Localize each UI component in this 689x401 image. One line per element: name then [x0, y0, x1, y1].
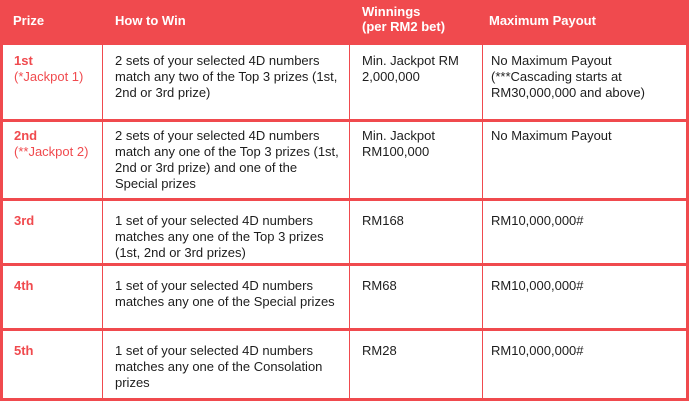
prize-cell — [3, 201, 103, 263]
winnings-cell: RM28 — [350, 331, 483, 398]
prize-cell — [3, 331, 103, 398]
max-payout-cell: RM10,000,000# — [483, 331, 686, 398]
max-payout-cell: RM10,000,000# — [483, 201, 686, 263]
prize-cell — [3, 266, 103, 328]
winnings-cell: RM68 — [350, 266, 483, 328]
max-payout-cell: No Maximum Payout (***Cascading starts at RM30,000,000 and above) — [483, 45, 686, 119]
how-to-win-cell: 2 sets of your selected 4D numbers match any one of the Top 3 prizes (1st, 2nd or 3rd prize) and one of the Special prizes — [103, 122, 350, 198]
header-maximum-payout: Maximum Payout — [489, 13, 596, 28]
winnings-cell: Min. Jackpot RM 2,000,000 — [350, 45, 483, 119]
how-to-win-cell: 1 set of your selected 4D numbers matches any one of the Top 3 prizes (1st, 2nd or 3rd prizes) — [103, 201, 350, 263]
header-how-to-win: How to Win — [115, 13, 186, 28]
header-winnings-label: Winnings — [362, 4, 421, 19]
prize-table-grid — [3, 0, 686, 398]
prize-rank: 3rd — [14, 213, 35, 228]
prize-jackpot-note: (**Jackpot 2) — [14, 144, 89, 159]
header-winnings-note: (per RM2 bet) — [362, 19, 446, 34]
header-prize: Prize — [13, 13, 45, 28]
prize-rank: 5th — [14, 343, 34, 358]
prize-cell — [3, 122, 103, 198]
prize-cell — [3, 45, 103, 119]
how-to-win-cell: 2 sets of your selected 4D numbers match any two of the Top 3 prizes (1st, 2nd or 3rd prize) — [103, 45, 350, 119]
max-payout-cell: No Maximum Payout — [483, 122, 686, 198]
winnings-cell: Min. Jackpot RM100,000 — [350, 122, 483, 198]
prize-jackpot-note: (*Jackpot 1) — [14, 69, 84, 84]
max-payout-cell: RM10,000,000# — [483, 266, 686, 328]
header-winnings — [350, 0, 483, 42]
prize-rank: 2nd — [14, 128, 38, 143]
winnings-cell: RM168 — [350, 201, 483, 263]
prize-rank: 4th — [14, 278, 34, 293]
how-to-win-cell: 1 set of your selected 4D numbers matches any one of the Consolation prizes — [103, 331, 350, 398]
how-to-win-cell: 1 set of your selected 4D numbers matches any one of the Special prizes — [103, 266, 350, 328]
prize-rank: 1st — [14, 53, 33, 68]
